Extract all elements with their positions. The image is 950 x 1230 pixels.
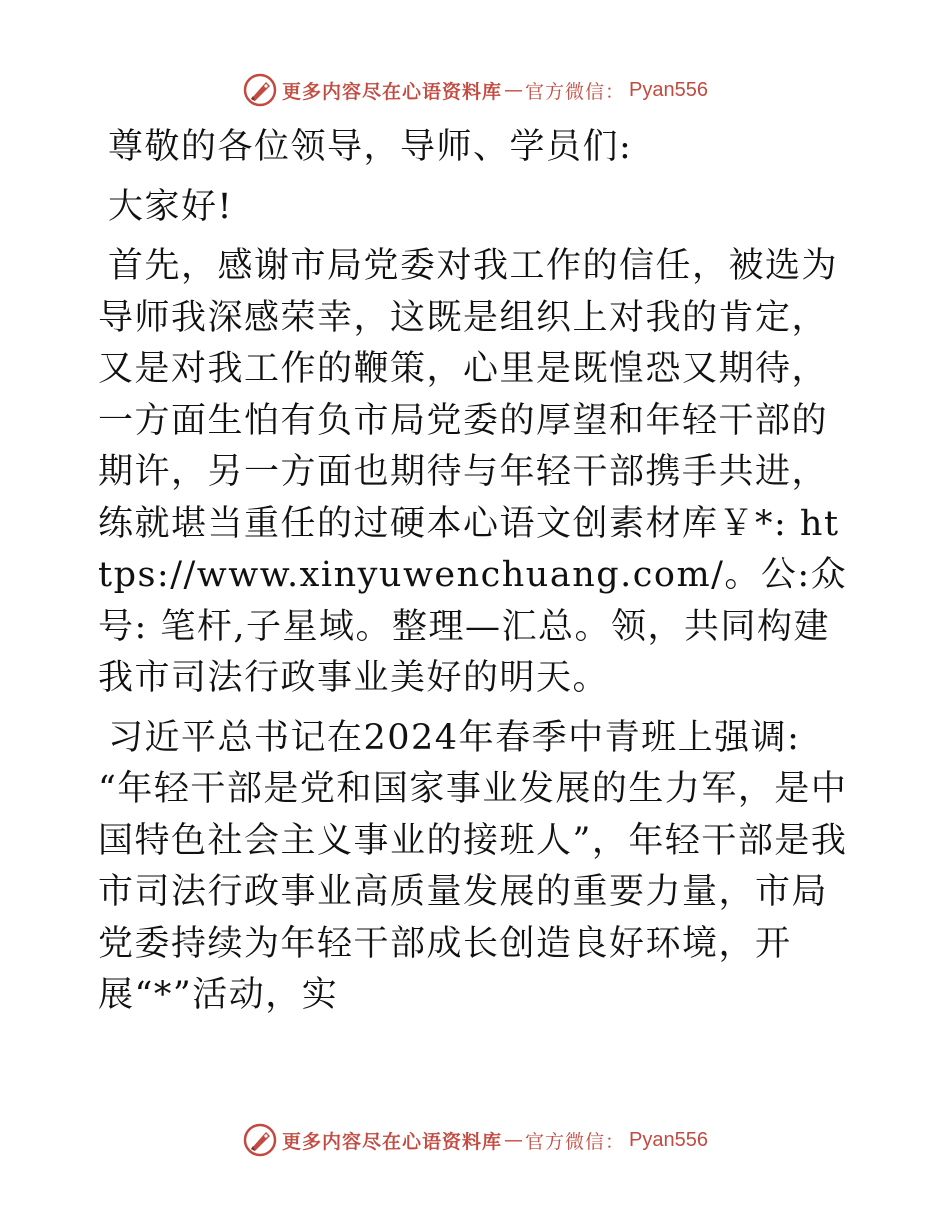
greeting-hello: 大家好! xyxy=(108,186,234,227)
banner-separator: — xyxy=(504,79,524,101)
greeting-salutation: 尊敬的各位领导，导师、学员们: xyxy=(108,127,633,167)
body-paragraph: 首先，感谢市局党委对我工作的信任，被选为导师我深感荣幸，这既是组织上对我的肯定，又是对我工作的鞭策，心里是既惶恐又期待，一方面生怕有负市局党委的厚望和年轻干部的期许，另一方面也期待与年轻干部携手共进，练就堪当重任的过硬本心语文创素材库￥*: https://www.xinyuwenchuang.com/。公:众号: 笔杆,子星域。整理—汇总。领，共同构建我市司法行政事业美好的明天。 xyxy=(98,246,848,698)
banner-brand-text: 更多内容尽在心语资料库 xyxy=(282,80,503,103)
footer-watermark-banner xyxy=(0,1120,950,1160)
banner-separator: — xyxy=(504,1129,524,1151)
banner-official-label: 官方微信： xyxy=(525,80,626,103)
pen-nib-logo-icon xyxy=(242,1122,278,1158)
banner-account-id: Pyan556 xyxy=(629,1128,708,1151)
banner-account-id: Pyan556 xyxy=(629,78,708,101)
banner-brand-text: 更多内容尽在心语资料库 xyxy=(282,1130,503,1153)
document-body xyxy=(98,122,850,1022)
pen-nib-logo-icon xyxy=(242,72,278,108)
body-paragraph: 习近平总书记在2024年春季中青班上强调: “年轻干部是党和国家事业发展的生力军，是中国特色社会主义事业的接班人”，年轻干部是我市司法行政事业高质量发展的重要力量，市局党委持续为年轻干部成长创造良好环境，开展“*”活动，实 xyxy=(98,717,848,1015)
banner-official-label: 官方微信： xyxy=(525,1130,626,1153)
header-watermark-banner xyxy=(0,70,950,110)
